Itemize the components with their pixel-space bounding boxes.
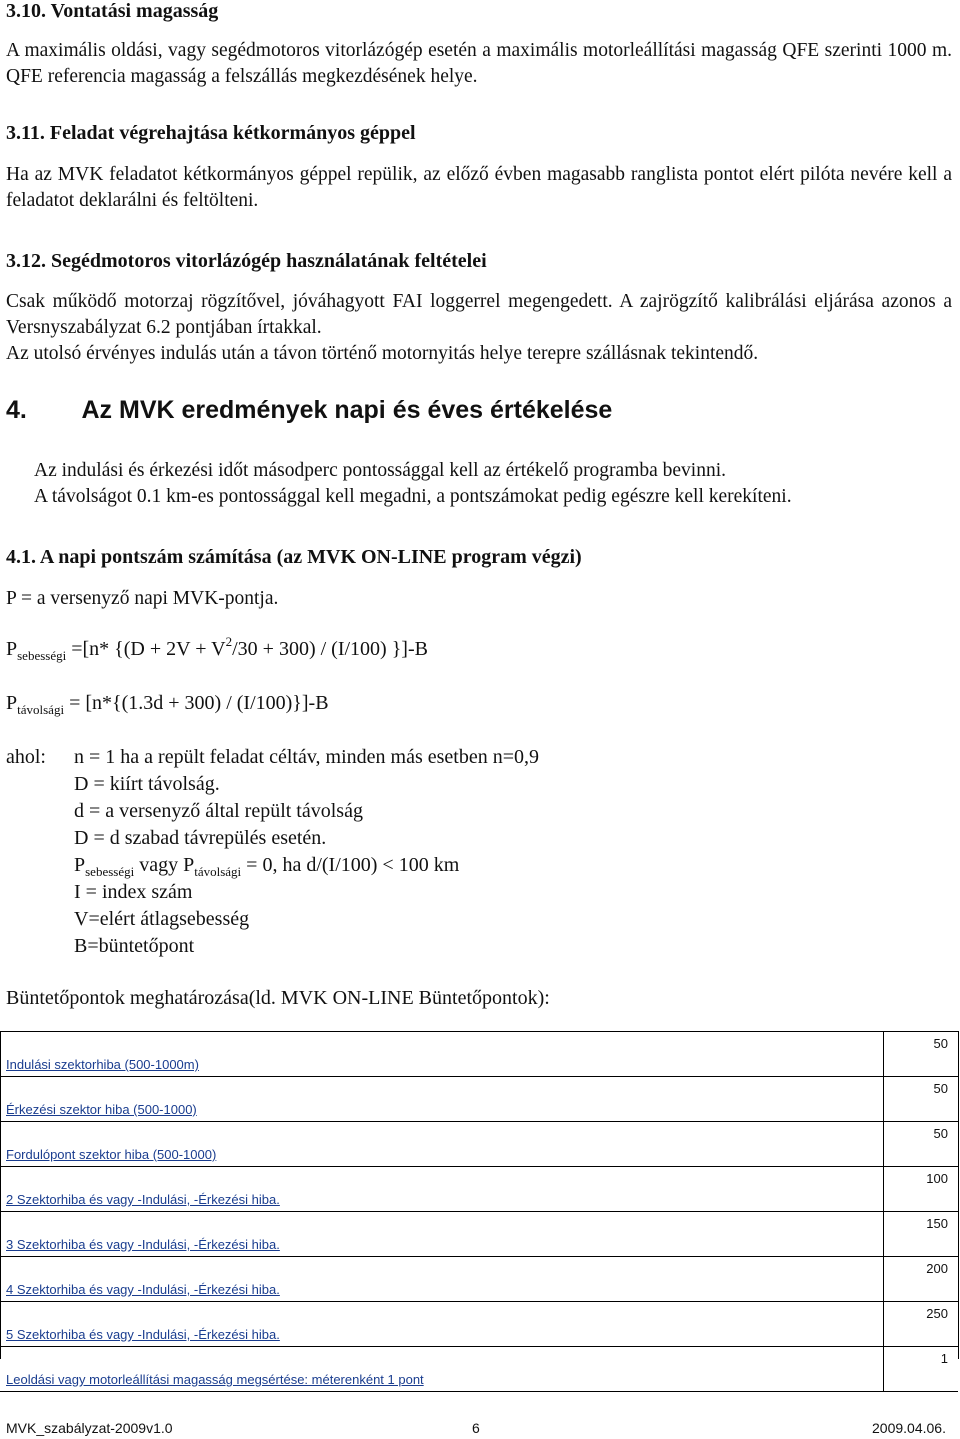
ahol-line-5-sub2: távolsági: [194, 864, 242, 879]
ahol-line-3: d = a versenyző által repült távolság: [74, 800, 363, 822]
penalty-link[interactable]: Érkezési szektor hiba (500-1000): [6, 1102, 197, 1117]
formula-distance-end: = [n*{(1.3d + 300) / (I/100)}]-B: [64, 692, 329, 714]
table-row: [0, 1032, 958, 1077]
formula-speed-p: P: [6, 638, 18, 660]
table-row: [0, 1212, 958, 1257]
section-4-line1: Az indulási és érkezési időt másodperc pontossággal kell az értékelő programba bevinni.: [34, 460, 727, 481]
penalty-desc: [0, 1167, 884, 1212]
penalty-desc: [0, 1347, 884, 1392]
section-4-heading: 4. Az MVK eredmények napi és éves értékelése: [6, 396, 613, 424]
formula-distance-sub: távolsági: [17, 702, 65, 717]
penalty-desc: [0, 1302, 884, 1347]
formula-speed-end: /30 + 300) / (I/100) }]-B: [232, 638, 428, 660]
table-row: [0, 1122, 958, 1167]
penalty-value: 1: [884, 1347, 959, 1392]
section-4-1-heading: 4.1. A napi pontszám számítása (az MVK ON-LINE program végzi): [6, 546, 582, 568]
section-3-12-text2: Az utolsó érvényes indulás után a távon történő motornyitás helye terepre szállásnak tekintendő.: [6, 343, 759, 364]
penalty-desc: [0, 1032, 884, 1077]
formula-distance: [6, 692, 329, 715]
ahol-line-5-p1: P: [74, 854, 86, 876]
penalty-value: 100: [884, 1167, 959, 1212]
penalty-link[interactable]: Leoldási vagy motorleállítási magasság megsértése: méterenként 1 pont: [6, 1372, 424, 1387]
table-row: [0, 1077, 958, 1122]
ahol-label: ahol:: [6, 746, 46, 768]
ahol-line-2: D = kiírt távolság.: [74, 773, 220, 795]
penalties-title: Büntetőpontok meghatározása(ld. MVK ON-LINE Büntetőpontok):: [6, 987, 550, 1009]
section-3-12-text1: Csak működő motorzaj rögzítővel, jóváhagyott FAI loggerrel megengedett. A zajrögzítő kalibrálási eljárása azonos a Versnyszabályzat 6.2 pontjában írtakkal.: [6, 291, 952, 338]
penalty-link[interactable]: Fordulópont szektor hiba (500-1000): [6, 1147, 217, 1162]
footer-page-number: 6: [472, 1420, 480, 1436]
section-3-10-heading: 3.10. Vontatási magasság: [6, 0, 219, 22]
penalty-link[interactable]: Indulási szektorhiba (500-1000m): [6, 1057, 199, 1072]
section-3-11-text: Ha az MVK feladatot kétkormányos géppel repülik, az előző évben magasabb ranglista pontot elért pilóta nevére kell a feladatot deklarálni és feltölteni.: [6, 164, 952, 211]
table-row: [0, 1257, 958, 1302]
penalty-desc: [0, 1122, 884, 1167]
penalty-value: 200: [884, 1257, 959, 1302]
penalty-link[interactable]: 5 Szektorhiba és vagy -Indulási, -Érkezési hiba.: [6, 1327, 280, 1342]
formula-speed-sub: sebességi: [17, 648, 67, 663]
formula-speed-sup: 2: [225, 634, 233, 649]
ahol-line-5-mid: vagy P: [134, 854, 195, 876]
ahol-line-7: V=elért átlagsebesség: [74, 908, 250, 930]
section-3-12-heading: 3.12. Segédmotoros vitorlázógép használatának feltételei: [6, 250, 487, 272]
penalties-table: [0, 1031, 958, 1392]
section-3-11-heading: 3.11. Feladat végrehajtása kétkormányos géppel: [6, 122, 416, 144]
formula-speed-mid: =[n* {(D + 2V + V: [66, 638, 226, 660]
table-row: [0, 1347, 958, 1392]
footer-left: MVK_szabályzat-2009v1.0: [6, 1420, 173, 1436]
table-row: [0, 1302, 958, 1347]
section-3-10-text: A maximális oldási, vagy segédmotoros vitorlázógép esetén a maximális motorleállítási magasság QFE szerinti 1000 m. QFE referencia magasság a felszállás megkezdésének helye.: [6, 40, 952, 87]
penalty-desc: [0, 1257, 884, 1302]
table-row: [0, 1167, 958, 1212]
penalty-link[interactable]: 4 Szektorhiba és vagy -Indulási, -Érkezési hiba.: [6, 1282, 280, 1297]
ahol-line-8: B=büntetőpont: [74, 935, 195, 957]
penalty-value: 50: [884, 1032, 959, 1077]
ahol-line-5: [74, 854, 459, 877]
formula-speed: [6, 634, 428, 663]
penalty-link[interactable]: 3 Szektorhiba és vagy -Indulási, -Érkezési hiba.: [6, 1237, 280, 1252]
section-4-line2: A távolságot 0.1 km-es pontossággal kell megadni, a pontszámokat pedig egészre kell kerekíteni.: [34, 486, 792, 507]
penalty-value: 50: [884, 1122, 959, 1167]
ahol-line-5-sub1: sebességi: [85, 864, 135, 879]
penalty-value: 150: [884, 1212, 959, 1257]
penalty-desc: [0, 1212, 884, 1257]
ahol-line-4: D = d szabad távrepülés esetén.: [74, 827, 327, 849]
penalty-value: 50: [884, 1077, 959, 1122]
footer-date: 2009.04.06.: [872, 1420, 946, 1436]
ahol-line-5-end: = 0, ha d/(I/100) < 100 km: [241, 854, 460, 876]
formula-distance-p: P: [6, 692, 18, 714]
penalty-value: 250: [884, 1302, 959, 1347]
ahol-line-1: n = 1 ha a repült feladat céltáv, minden más esetben n=0,9: [74, 746, 539, 768]
penalty-link[interactable]: 2 Szektorhiba és vagy -Indulási, -Érkezési hiba.: [6, 1192, 280, 1207]
p-definition: P = a versenyző napi MVK-pontja.: [6, 588, 279, 609]
ahol-line-6: I = index szám: [74, 881, 193, 903]
penalty-desc: [0, 1077, 884, 1122]
